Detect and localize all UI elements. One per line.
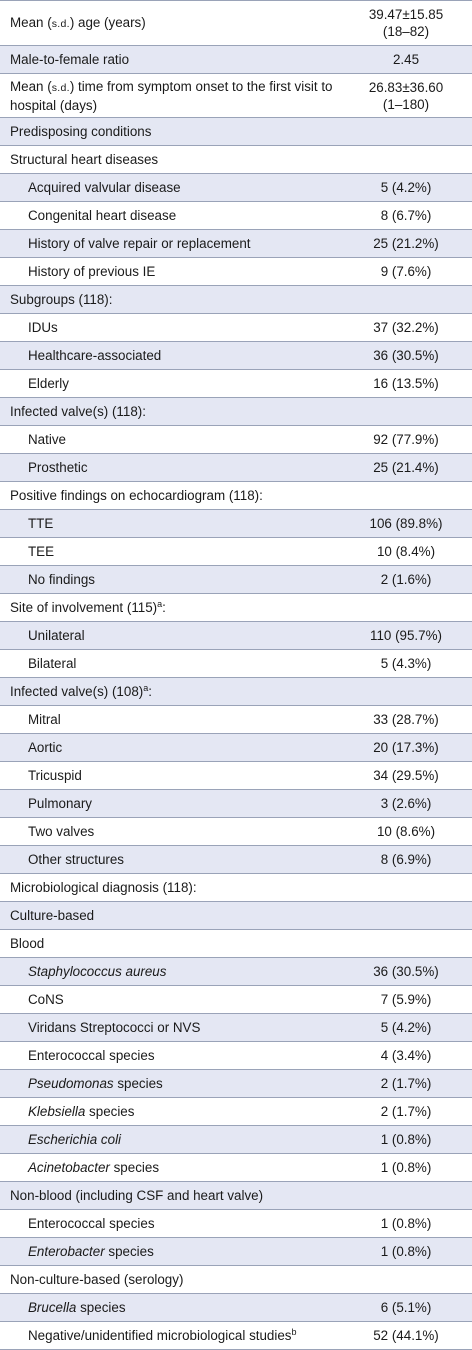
label-text: Microbiological diagnosis (118): [10, 880, 197, 895]
table-row [0, 538, 472, 566]
table-row [0, 818, 472, 846]
row-label [28, 734, 358, 761]
row-label [28, 818, 358, 845]
value-text: 36 (30.5%) [373, 348, 439, 363]
table-row [0, 1126, 472, 1154]
label-text: CoNS [28, 992, 64, 1007]
row-label [28, 258, 358, 285]
value-text: (1–180) [382, 96, 430, 112]
value-text: 52 (44.1%) [373, 1328, 439, 1343]
table-row [0, 986, 472, 1014]
value-text: 5 (4.3%) [380, 656, 432, 671]
value-text: 16 (13.5%) [373, 376, 439, 391]
footnote-marker: b [291, 1327, 297, 1337]
label-text: Blood [10, 936, 45, 951]
row-value [352, 902, 460, 929]
row-label [28, 426, 358, 453]
table-row [0, 930, 472, 958]
label-text: Predisposing conditions [10, 124, 152, 139]
row-label [28, 510, 358, 537]
label-text: Healthcare-associated [28, 348, 162, 363]
row-label [28, 1126, 358, 1153]
table-row [0, 734, 472, 762]
label-text: Enterococcal species [28, 1048, 155, 1063]
label-text: Klebsiella [28, 1104, 86, 1119]
row-value [352, 538, 460, 565]
label-text: Two valves [28, 824, 95, 839]
row-label [10, 594, 340, 621]
label-text: Unilateral [28, 628, 85, 643]
value-text: 39.47±15.85 [368, 7, 444, 22]
label-text: Native [28, 432, 66, 447]
label-text: : [162, 600, 166, 615]
label-text: s.d. [51, 17, 70, 30]
row-value [352, 1042, 460, 1069]
table-row [0, 594, 472, 622]
value-text: 1 (0.8%) [380, 1132, 432, 1147]
row-label [28, 1238, 358, 1265]
row-label [28, 790, 358, 817]
row-label [10, 74, 340, 117]
value-text: 7 (5.9%) [380, 992, 432, 1007]
row-label [28, 230, 358, 257]
value-text: 8 (6.7%) [380, 208, 432, 223]
table-row [0, 46, 472, 74]
table-row [0, 230, 472, 258]
table-row [0, 790, 472, 818]
value-text: 36 (30.5%) [373, 964, 439, 979]
row-value [352, 818, 460, 845]
row-value [352, 454, 460, 481]
row-label [28, 174, 358, 201]
row-label [28, 1070, 358, 1097]
row-value [352, 1294, 460, 1321]
label-text: s.d. [51, 81, 70, 94]
label-text: Site of involvement (115) [10, 600, 158, 615]
row-label [10, 874, 340, 901]
row-value [352, 286, 460, 313]
table-row [0, 902, 472, 930]
row-label [28, 202, 358, 229]
row-value [352, 678, 460, 705]
value-text: 4 (3.4%) [380, 1048, 432, 1063]
label-text: Bilateral [28, 656, 77, 671]
table-row [0, 1042, 472, 1070]
value-text: 5 (4.2%) [380, 180, 432, 195]
row-label [10, 902, 340, 929]
row-value [352, 846, 460, 873]
row-value [352, 566, 460, 593]
table-row [0, 342, 472, 370]
row-label [28, 1042, 358, 1069]
label-text: Enterobacter [28, 1244, 105, 1259]
value-text: 34 (29.5%) [373, 768, 439, 783]
label-text: Positive findings on echocardiogram (118): [10, 488, 263, 503]
label-text: species [76, 1300, 126, 1315]
label-text: History of previous IE [28, 264, 156, 279]
label-text: Brucella [28, 1300, 77, 1315]
row-value [352, 958, 460, 985]
label-text: ) time from symptom onset to the first visit to hospital (days) [10, 78, 333, 113]
label-text: Structural heart diseases [10, 152, 159, 167]
table-row [0, 118, 472, 146]
label-text: No findings [28, 572, 95, 587]
value-text: 110 (95.7%) [370, 628, 442, 643]
value-text: 2 (1.6%) [380, 572, 432, 587]
row-label [10, 930, 340, 957]
value-text: 5 (4.2%) [380, 1020, 432, 1035]
table-row [0, 958, 472, 986]
row-value [352, 930, 460, 957]
table-row [0, 370, 472, 398]
row-label [28, 1210, 358, 1237]
footnote-marker: a [143, 683, 149, 693]
table-row [0, 174, 472, 202]
row-label [10, 398, 340, 425]
row-label [10, 1, 340, 45]
value-text: 9 (7.6%) [380, 264, 432, 279]
row-value [352, 46, 460, 73]
row-value [352, 986, 460, 1013]
label-text: TTE [28, 516, 54, 531]
label-text: Staphylococcus aureus [28, 964, 167, 979]
label-text: species [113, 1076, 163, 1091]
row-value [352, 1070, 460, 1097]
row-value [352, 650, 460, 677]
row-label [10, 678, 340, 705]
row-value [352, 622, 460, 649]
table-row [0, 398, 472, 426]
value-text: 6 (5.1%) [380, 1300, 432, 1315]
table-row [0, 678, 472, 706]
row-value [352, 370, 460, 397]
row-value [352, 174, 460, 201]
row-value [352, 1098, 460, 1125]
label-text: Pulmonary [28, 796, 93, 811]
row-value [352, 146, 460, 173]
row-value [352, 734, 460, 761]
table-row [0, 146, 472, 174]
row-label [28, 342, 358, 369]
row-label [28, 566, 358, 593]
label-text: Mean ( [10, 14, 52, 30]
label-text: Escherichia coli [28, 1132, 122, 1147]
row-label [28, 762, 358, 789]
row-value [352, 1182, 460, 1209]
value-text: 37 (32.2%) [373, 320, 439, 335]
row-value [352, 874, 460, 901]
row-label [28, 706, 358, 733]
table-row [0, 314, 472, 342]
table-row [0, 258, 472, 286]
value-text: 10 (8.4%) [376, 544, 436, 559]
row-label [10, 1182, 340, 1209]
label-text: Infected valve(s) (108) [10, 684, 144, 699]
label-text: Negative/unidentified microbiological studies [28, 1328, 292, 1343]
label-text: Tricuspid [28, 768, 82, 783]
row-label [28, 314, 358, 341]
value-text: 2 (1.7%) [380, 1104, 432, 1119]
row-label [28, 1014, 358, 1041]
label-text: Acinetobacter [28, 1160, 110, 1175]
value-text: 3 (2.6%) [380, 796, 432, 811]
label-text: Other structures [28, 852, 124, 867]
label-text: Mitral [28, 712, 61, 727]
table-row [0, 1098, 472, 1126]
label-text: Infected valve(s) (118): [10, 404, 146, 419]
row-value [352, 482, 460, 509]
label-text: Pseudomonas [28, 1076, 114, 1091]
row-value [352, 790, 460, 817]
table-row [0, 650, 472, 678]
row-label [10, 118, 340, 145]
table-row [0, 1154, 472, 1182]
row-label [28, 454, 358, 481]
value-text: 106 (89.8%) [369, 516, 443, 531]
row-label [28, 958, 358, 985]
label-text: IDUs [28, 320, 58, 335]
value-text: 25 (21.2%) [373, 236, 439, 251]
label-text: ) age (years) [69, 14, 146, 30]
row-value [352, 426, 460, 453]
label-text: Viridans Streptococci or NVS [28, 1020, 201, 1035]
row-label [10, 46, 340, 73]
label-text: Mean ( [10, 78, 52, 94]
row-value [352, 1126, 460, 1153]
row-label [10, 482, 340, 509]
table-row [0, 426, 472, 454]
table-row [0, 482, 472, 510]
table-row [0, 1238, 472, 1266]
label-text: species [104, 1244, 154, 1259]
row-value [352, 1238, 460, 1265]
table-row [0, 74, 472, 118]
row-label [28, 370, 358, 397]
label-text: Culture-based [10, 908, 95, 923]
row-label [28, 986, 358, 1013]
value-text: 2 (1.7%) [380, 1076, 432, 1091]
row-value [352, 202, 460, 229]
label-text: Non-culture-based (serology) [10, 1272, 184, 1287]
label-text: species [85, 1104, 135, 1119]
table-row [0, 286, 472, 314]
value-text: 1 (0.8%) [380, 1216, 432, 1231]
label-text: Subgroups (118): [10, 292, 113, 307]
table-row [0, 622, 472, 650]
row-label [28, 1294, 358, 1321]
footnote-marker: a [157, 599, 163, 609]
table-row [0, 1, 472, 46]
row-value [352, 314, 460, 341]
value-text: 8 (6.9%) [380, 852, 432, 867]
table-row [0, 1322, 472, 1350]
table-row [0, 566, 472, 594]
label-text: : [148, 684, 152, 699]
value-text: 20 (17.3%) [373, 740, 439, 755]
row-value [352, 342, 460, 369]
value-text: 33 (28.7%) [373, 712, 439, 727]
table-row [0, 202, 472, 230]
value-text: 1 (0.8%) [380, 1244, 432, 1259]
row-value [352, 1154, 460, 1181]
row-label [28, 1322, 358, 1349]
row-label [28, 846, 358, 873]
row-value [352, 510, 460, 537]
label-text: Prosthetic [28, 460, 88, 475]
label-text: Non-blood (including CSF and heart valve) [10, 1188, 264, 1203]
label-text: Enterococcal species [28, 1216, 155, 1231]
row-label [10, 146, 340, 173]
table-row [0, 454, 472, 482]
row-value [352, 258, 460, 285]
label-text: TEE [28, 544, 55, 559]
row-value [352, 118, 460, 145]
label-text: History of valve repair or replacement [28, 236, 251, 251]
row-label [10, 286, 340, 313]
table-row [0, 510, 472, 538]
table-row [0, 1182, 472, 1210]
value-text: 2.45 [392, 52, 420, 67]
table-row [0, 706, 472, 734]
label-text: Elderly [28, 376, 69, 391]
row-value [352, 74, 460, 117]
label-text: Aortic [28, 740, 63, 755]
row-value [352, 230, 460, 257]
row-value [352, 1210, 460, 1237]
table-row [0, 1210, 472, 1238]
table-row [0, 762, 472, 790]
row-value [352, 1266, 460, 1293]
table-row [0, 1294, 472, 1322]
row-label [28, 622, 358, 649]
value-text: 25 (21.4%) [373, 460, 439, 475]
table-row [0, 1266, 472, 1294]
label-text: Congenital heart disease [28, 208, 177, 223]
row-label [10, 1266, 340, 1293]
row-value [352, 398, 460, 425]
value-text: 10 (8.6%) [376, 824, 436, 839]
table-row [0, 846, 472, 874]
table-row [0, 1070, 472, 1098]
value-text: 26.83±36.60 [368, 79, 444, 95]
row-value [352, 594, 460, 621]
value-text: 92 (77.9%) [373, 432, 439, 447]
row-label [28, 538, 358, 565]
row-value [352, 762, 460, 789]
row-label [28, 650, 358, 677]
row-value [352, 1, 460, 45]
label-text: Male-to-female ratio [10, 52, 130, 67]
label-text: species [109, 1160, 160, 1175]
value-text: (18–82) [382, 24, 430, 39]
row-value [352, 1322, 460, 1349]
table-row [0, 1014, 472, 1042]
row-label [28, 1098, 358, 1125]
value-text: 1 (0.8%) [380, 1160, 432, 1175]
row-value [352, 706, 460, 733]
row-value [352, 1014, 460, 1041]
table-row [0, 874, 472, 902]
row-label [28, 1154, 358, 1181]
label-text: Acquired valvular disease [28, 180, 181, 195]
